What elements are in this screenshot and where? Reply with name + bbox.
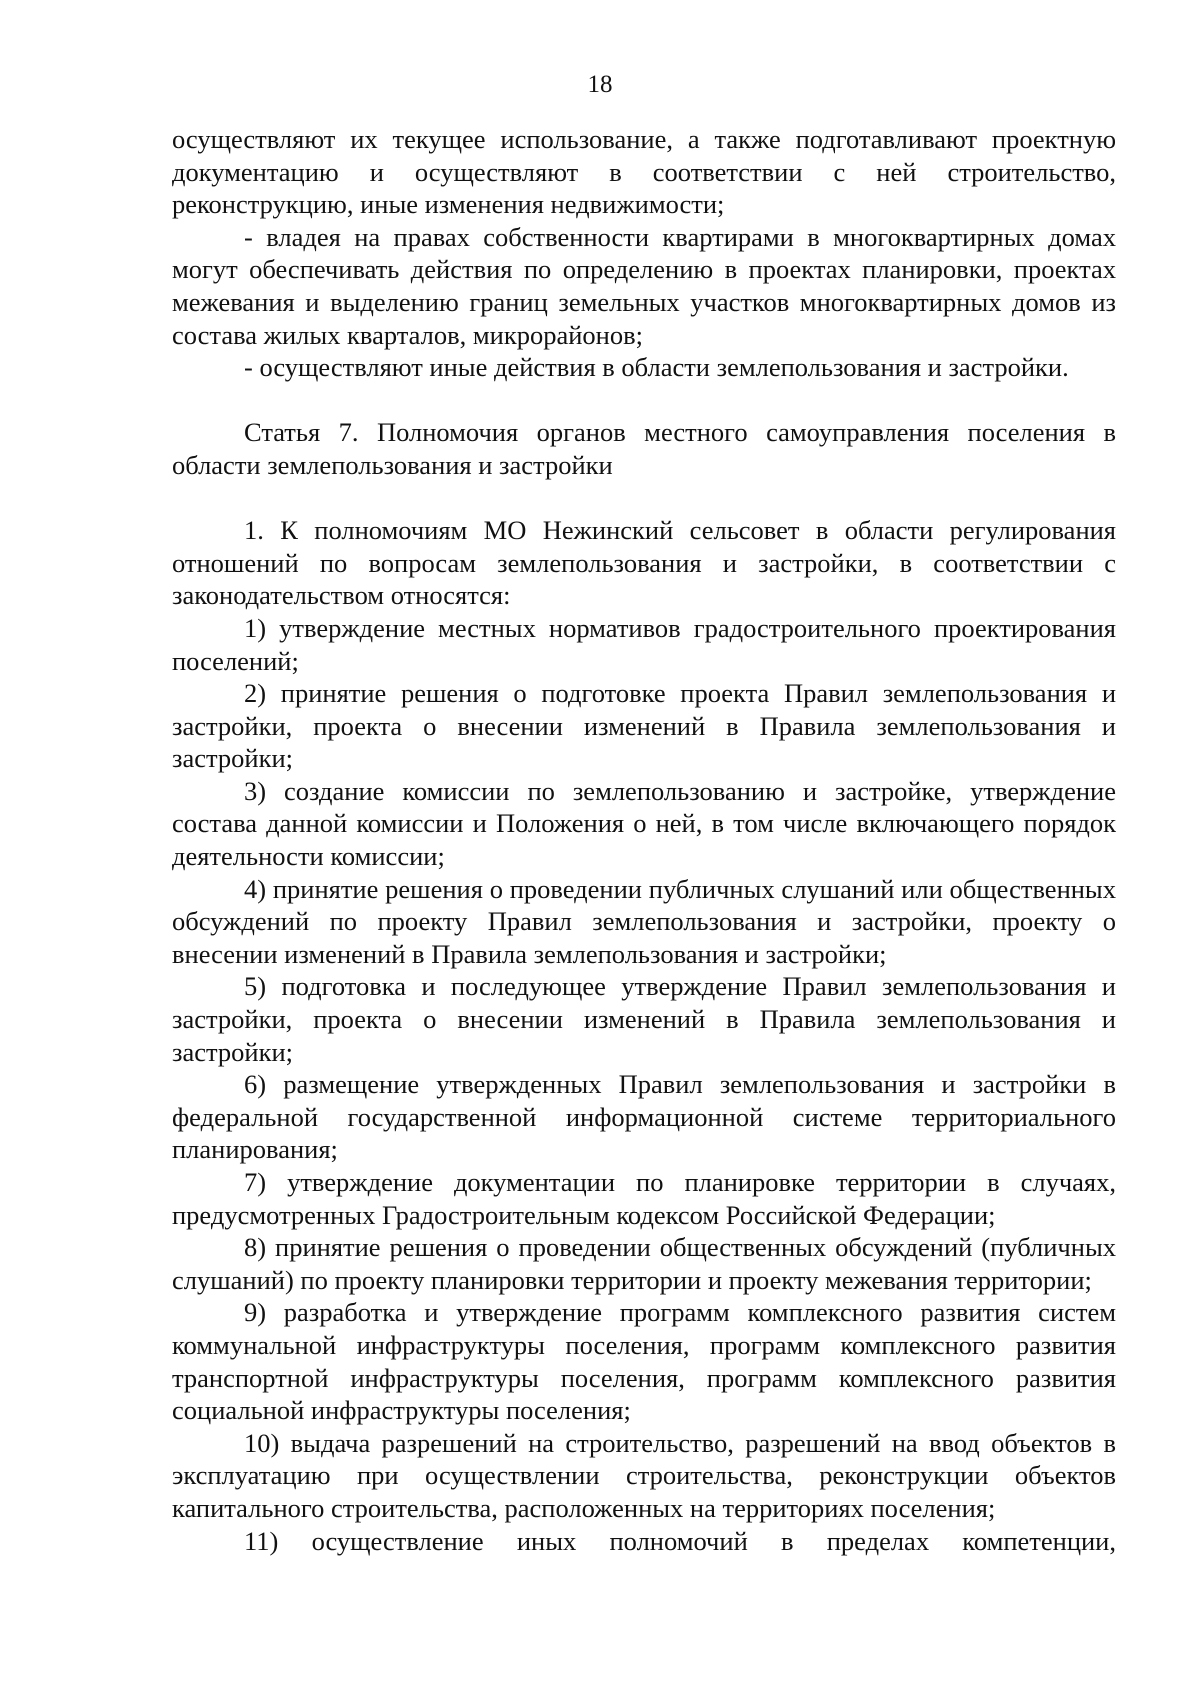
page-number: 18 — [587, 71, 613, 98]
clause-1: 1. К полномочиям МО Нежинский сельсовет в области регулирования отношений по вопросам землепользования и застройки, в соответствии с законодательством относятся: — [172, 515, 1116, 611]
list-item-3: 3) создание комиссии по землепользованию и застройке, утверждение состава данной комиссии и Положения о ней, в том числе включающего порядок деятельности комиссии; — [172, 775, 1116, 872]
list-item-4: 4) принятие решения о проведении публичных слушаний или общественных обсуждений по проекту Правил землепользования и застройки, проекту о внесении изменений в Правила землепользования и застройки; — [172, 873, 1116, 969]
document-body — [172, 123, 1116, 1557]
list-item-9: 9) разработка и утверждение программ комплексного развития систем коммунальной инфраструктуры поселения, программ комплексного развития транспортной инфраструктуры поселения, программ комплексного развития социальной инфраструктуры поселения; — [172, 1297, 1116, 1426]
list-item-2: 2) принятие решения о подготовке проекта Правил землепользования и застройки, проекта о внесении изменений в Правила землепользования и застройки; — [172, 678, 1116, 774]
list-item-5: 5) подготовка и последующее утверждение Правил землепользования и застройки, проекта о внесении изменений в Правила землепользования и застройки; — [172, 971, 1116, 1067]
paragraph-continuation: осуществляют их текущее использование, а также подготавливают проектную документацию и осуществляют в соответствии с ней строительство, реконструкцию, иные изменения недвижимости; — [172, 124, 1116, 220]
paragraph-bullet-other-actions: - осуществляют иные действия в области землепользования и застройки. — [244, 352, 1069, 383]
article-heading: Статья 7. Полномочия органов местного самоуправления поселения в области землепользования и застройки — [172, 417, 1116, 480]
list-item-7: 7) утверждение документации по планировке территории в случаях, предусмотренных Градостроительным кодексом Российской Федерации; — [172, 1167, 1116, 1230]
list-item-11: 11) осуществление иных полномочий в пределах компетенции, — [244, 1525, 1116, 1556]
list-item-1: 1) утверждение местных нормативов градостроительного проектирования поселений; — [172, 612, 1116, 676]
list-item-10: 10) выдача разрешений на строительство, разрешений на ввод объектов в эксплуатацию при осуществлении строительства, реконструкции объектов капитального строительства, расположенных на территориях поселения; — [172, 1427, 1116, 1523]
list-item-8: 8) принятие решения о проведении общественных обсуждений (публичных слушаний) по проекту планировки территории и проекту межевания территории; — [172, 1232, 1116, 1295]
list-item-6: 6) размещение утвержденных Правил землепользования и застройки в федеральной государственной информационной системе территориального планирования; — [172, 1069, 1116, 1165]
paragraph-bullet-apartments: - владея на правах собственности квартирами в многоквартирных домах могут обеспечивать действия по определению в проектах планировки, проектах межевания и выделению границ земельных участков многоквартирных домов из состава жилых кварталов, микрорайонов; — [172, 221, 1116, 350]
